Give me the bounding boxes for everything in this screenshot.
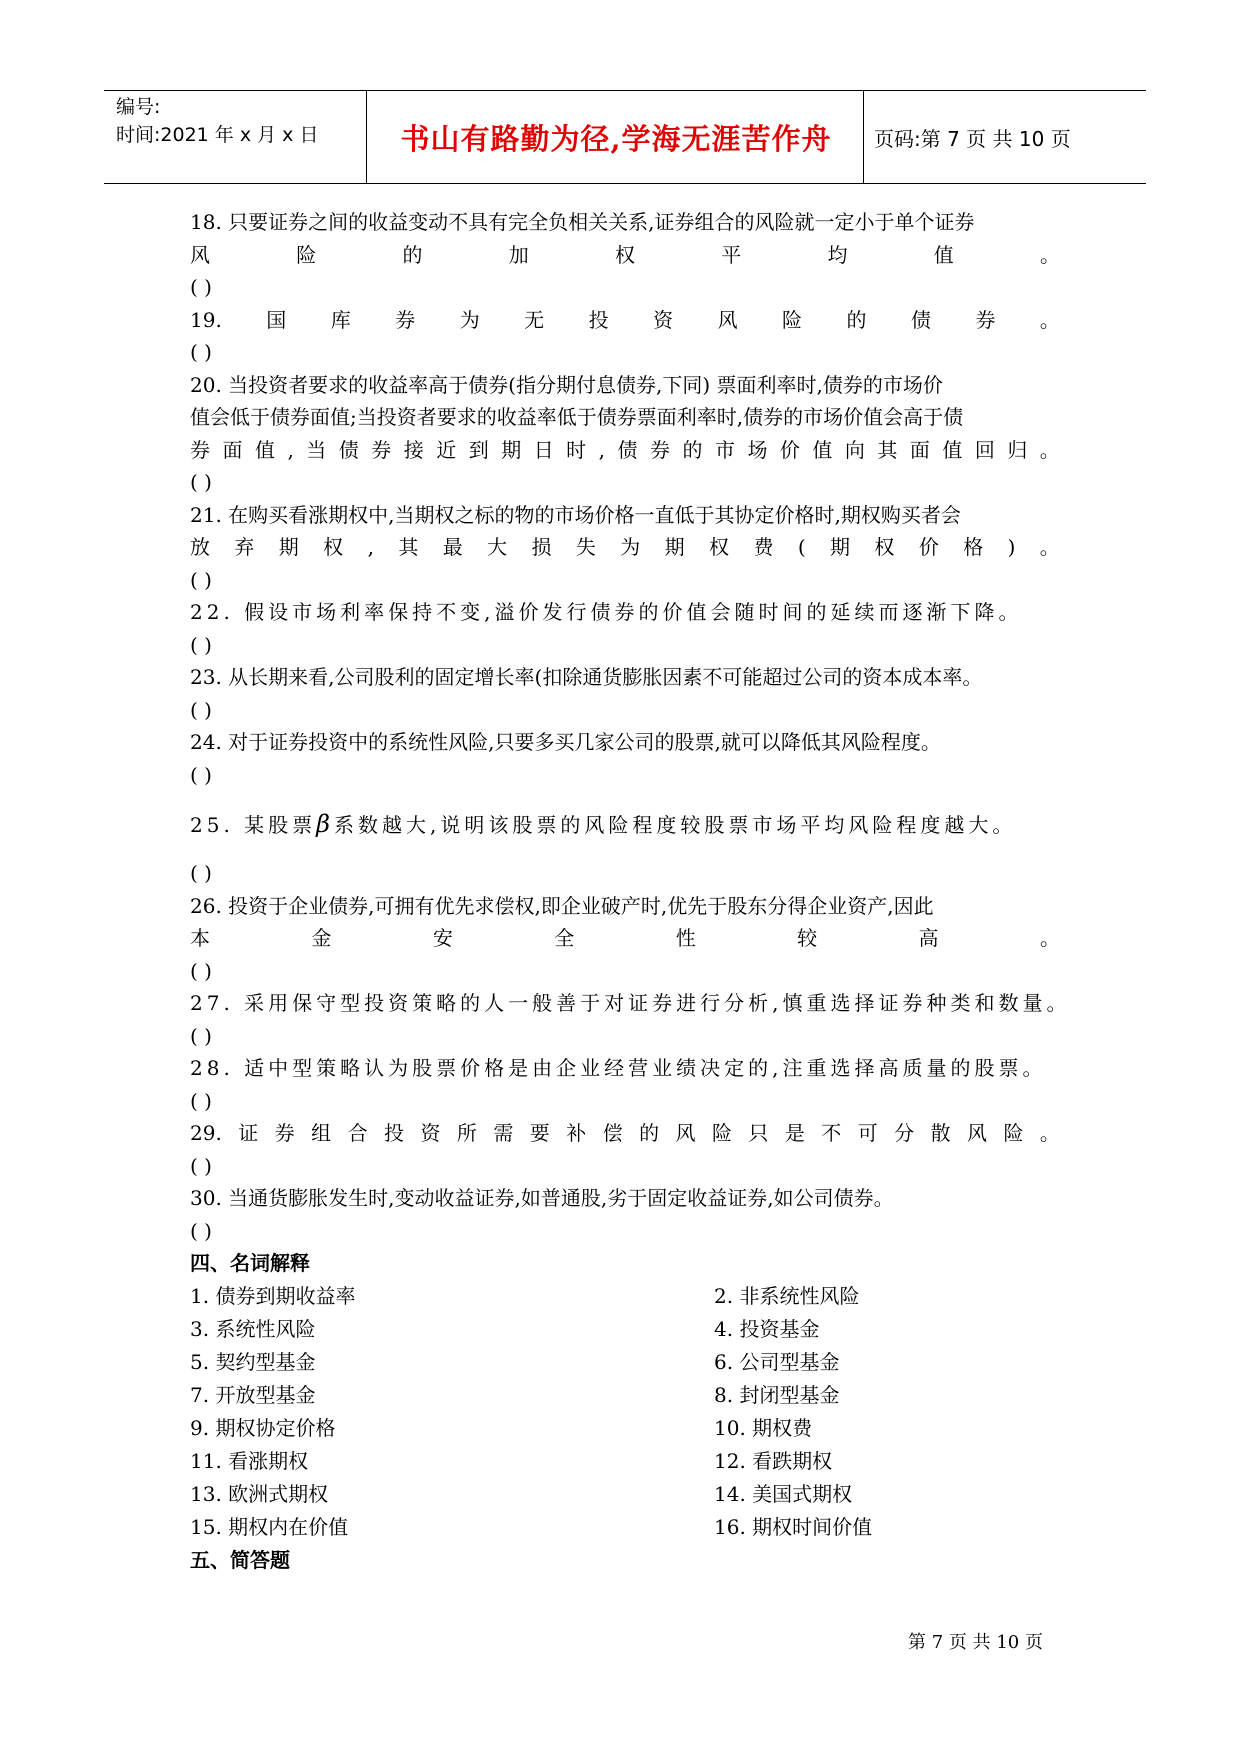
- q26-line2: [190, 922, 1060, 955]
- line-segment: 是: [784, 1121, 805, 1145]
- line-segment: 最: [442, 535, 463, 559]
- line-segment: 风: [967, 1121, 987, 1145]
- term-item: 4. 投资基金: [714, 1316, 820, 1341]
- term-list: [190, 1280, 1060, 1544]
- line-segment: 期: [501, 437, 522, 462]
- line-segment: 29.: [190, 1121, 222, 1145]
- line-segment: 价: [918, 535, 939, 559]
- section-four-title: 四、名词解释: [190, 1251, 310, 1275]
- line-segment: 面: [909, 437, 930, 462]
- line-segment: 为: [459, 307, 480, 332]
- header-meta: [116, 93, 366, 149]
- line-segment: 券: [395, 307, 416, 332]
- line-segment: 权: [615, 242, 635, 267]
- line-segment: 。: [1039, 1121, 1060, 1145]
- line-segment: 要: [529, 1121, 550, 1145]
- line-segment: 投: [384, 1121, 404, 1145]
- term-item: 3. 系统性风险: [190, 1316, 316, 1341]
- line-segment: 偿: [602, 1121, 623, 1145]
- section-five-title: 五、简答题: [190, 1547, 290, 1572]
- line-segment: 风: [717, 307, 738, 332]
- serial-label: 编号:: [116, 96, 161, 118]
- line-segment: 为: [620, 535, 641, 559]
- q20-line1: 20. 当投资者要求的收益率高于债券(指分期付息债券,下同) 票面利率时,债券的市场价: [190, 372, 943, 397]
- line-segment: 只: [748, 1121, 769, 1145]
- line-segment: 资: [653, 307, 674, 332]
- line-segment: 格: [963, 535, 984, 559]
- q30-line1: 30. 当通货膨胀发生时,变动收益证券,如普通股,劣于固定收益证券,如公司债券。: [190, 1186, 894, 1210]
- line-segment: 风: [190, 242, 210, 267]
- line-segment: 权: [709, 535, 730, 559]
- line-segment: 安: [432, 926, 453, 950]
- line-segment: 风: [675, 1121, 696, 1145]
- q27-answer: ( ): [190, 1023, 212, 1048]
- q28-answer: ( ): [190, 1088, 212, 1113]
- term-item: 15. 期权内在价值: [190, 1514, 349, 1539]
- line-segment: 市: [714, 437, 735, 462]
- line-segment: 期: [664, 535, 685, 559]
- q28-line1: 28. 适中型策略认为股票价格是由企业经营业绩决定的,注重选择高质量的股票。: [190, 1056, 1047, 1080]
- q25-prefix: 25. 某股票: [190, 813, 317, 837]
- line-segment: ,: [367, 535, 374, 559]
- term-item: 1. 债券到期收益率: [190, 1283, 356, 1308]
- line-segment: 金: [311, 926, 332, 950]
- line-segment: 券: [274, 1121, 295, 1145]
- q20-line2: 值会低于债券面值;当投资者要求的收益率低于债券票面利率时,债券的市场价值会高于债: [190, 405, 964, 429]
- term-item: 13. 欧洲式期权: [190, 1481, 329, 1506]
- term-item: 7. 开放型基金: [190, 1382, 316, 1407]
- line-segment: 损: [531, 535, 552, 559]
- term-item: 5. 契约型基金: [190, 1349, 316, 1374]
- line-segment: 放: [190, 535, 210, 559]
- line-segment: 到: [468, 437, 489, 462]
- q22-answer: ( ): [190, 632, 212, 657]
- line-segment: 券: [649, 437, 670, 462]
- line-segment: 值: [812, 437, 833, 462]
- line-segment: 大: [487, 535, 508, 559]
- q30-answer: ( ): [190, 1218, 212, 1243]
- q29-answer: ( ): [190, 1153, 212, 1178]
- line-segment: 费: [753, 535, 774, 559]
- q23-line1: 23. 从长期来看,公司股利的固定增长率(扣除通货膨胀因素不可能超过公司的资本成本率。: [190, 665, 983, 689]
- q21-line2: [190, 531, 1060, 564]
- term-item: 10. 期权费: [714, 1415, 813, 1440]
- line-segment: 需: [493, 1121, 514, 1145]
- line-segment: 。: [1039, 307, 1060, 332]
- header-divider: [863, 91, 864, 183]
- line-segment: 期: [278, 535, 299, 559]
- q19-line1: [190, 304, 1060, 337]
- term-item: 12. 看跌期权: [714, 1448, 833, 1473]
- q25-answer: ( ): [190, 861, 212, 885]
- time-label: 时间:2021 年 x 月 x 日: [116, 124, 319, 146]
- line-segment: 其: [398, 535, 419, 559]
- q18-answer: ( ): [190, 275, 212, 299]
- term-item: 2. 非系统性风险: [714, 1283, 860, 1308]
- line-segment: 资: [420, 1121, 441, 1145]
- line-segment: 所: [456, 1121, 477, 1145]
- page-header: [104, 90, 1146, 184]
- line-segment: 失: [575, 535, 596, 559]
- line-segment: 高: [918, 926, 939, 950]
- line-segment: 全: [554, 926, 575, 950]
- q18-line2: [190, 239, 1060, 272]
- line-segment: 弃: [234, 535, 255, 559]
- line-segment: 险: [1003, 1121, 1024, 1145]
- line-segment: 。: [1039, 926, 1060, 950]
- term-item: 16. 期权时间价值: [714, 1514, 873, 1539]
- q26-answer: ( ): [190, 958, 212, 983]
- line-segment: 向: [844, 437, 865, 462]
- line-segment: 补: [566, 1121, 587, 1145]
- q24-line1: 24. 对于证券投资中的系统性风险,只要多买几家公司的股票,就可以降低其风险程度。: [190, 730, 941, 754]
- line-segment: 均: [827, 242, 848, 267]
- line-segment: 证: [238, 1121, 259, 1145]
- line-segment: 可: [857, 1121, 878, 1145]
- line-segment: 国: [266, 307, 287, 332]
- line-segment: 当: [306, 437, 327, 462]
- line-segment: 权: [323, 535, 344, 559]
- line-segment: 不: [821, 1121, 842, 1145]
- line-segment: 值: [254, 437, 275, 462]
- line-segment: 场: [747, 437, 768, 462]
- line-segment: 其: [877, 437, 898, 462]
- q24-answer: ( ): [190, 762, 212, 787]
- line-segment: 券: [190, 437, 210, 462]
- q27-line1: 27. 采用保守型投资策略的人一般善于对证券进行分析,慎重选择证券种类和数量。: [190, 991, 1071, 1015]
- line-segment: 的: [402, 242, 423, 267]
- q26-line1: 26. 投资于企业债券,可拥有优先求偿权,即企业破产时,优先于股东分得企业资产,因此: [190, 893, 934, 918]
- q21-answer: ( ): [190, 567, 212, 592]
- term-item: 8. 封闭型基金: [714, 1382, 840, 1407]
- term-item: 9. 期权协定价格: [190, 1415, 336, 1440]
- q25-suffix: 系数越大,说明该股票的风险程度较股票市场平均风险程度越大。: [334, 813, 1017, 837]
- q25-line1: [190, 791, 1060, 857]
- line-segment: ): [1007, 535, 1016, 559]
- line-segment: 性: [675, 926, 696, 950]
- q19-answer: ( ): [190, 340, 212, 364]
- line-segment: 价: [779, 437, 800, 462]
- q18-line1: 18. 只要证券之间的收益变动不具有完全负相关关系,证券组合的风险就一定小于单个证券: [190, 210, 975, 234]
- line-segment: 分: [894, 1121, 915, 1145]
- line-segment: 债: [617, 437, 638, 462]
- line-segment: 的: [846, 307, 867, 332]
- header-page-info: 页码:第 7 页 共 10 页: [874, 126, 1071, 151]
- line-segment: (: [797, 535, 806, 559]
- q21-line1: 21. 在购买看涨期权中,当期权之标的物的市场价格一直低于其协定价格时,期权购买者会: [190, 502, 961, 527]
- line-segment: 接: [403, 437, 424, 462]
- line-segment: 权: [874, 535, 895, 559]
- line-segment: ,: [287, 437, 294, 462]
- line-segment: 债: [910, 307, 931, 332]
- line-segment: 归: [1007, 437, 1028, 462]
- line-segment: 券: [975, 307, 996, 332]
- line-segment: 平: [721, 242, 742, 267]
- term-item: 14. 美国式期权: [714, 1481, 853, 1506]
- q22-line1: 22. 假设市场利率保持不变,溢价发行债券的价值会随时间的延续而逐渐下降。: [190, 600, 1023, 624]
- line-segment: 19.: [190, 307, 222, 332]
- header-motto: 书山有路勤为径,学海无涯苦作舟: [400, 121, 832, 156]
- line-segment: 回: [974, 437, 995, 462]
- line-segment: 券: [371, 437, 392, 462]
- line-segment: 较: [797, 926, 818, 950]
- page-footer: 第 7 页 共 10 页: [908, 1632, 1043, 1653]
- line-segment: ,: [598, 437, 606, 462]
- term-item: 6. 公司型基金: [714, 1349, 840, 1374]
- line-segment: 险: [711, 1121, 732, 1145]
- q29-line1: [190, 1117, 1060, 1150]
- line-segment: 。: [1040, 242, 1060, 267]
- line-segment: 散: [930, 1121, 951, 1145]
- line-segment: 组: [311, 1121, 332, 1145]
- line-segment: 面: [222, 437, 243, 462]
- line-segment: 。: [1039, 437, 1060, 462]
- line-segment: 时: [566, 437, 587, 462]
- line-segment: 无: [524, 307, 545, 332]
- line-segment: 的: [682, 437, 703, 462]
- line-segment: 值: [942, 437, 963, 462]
- line-segment: 险: [296, 242, 317, 267]
- line-segment: 本: [190, 926, 210, 950]
- line-segment: 日: [533, 437, 554, 462]
- term-item: 11. 看涨期权: [190, 1448, 309, 1473]
- line-segment: 的: [639, 1121, 660, 1145]
- line-segment: 投: [588, 307, 609, 332]
- line-segment: 期: [830, 535, 851, 559]
- line-segment: 债: [338, 437, 359, 462]
- line-segment: 近: [436, 437, 457, 462]
- beta-symbol: β: [316, 810, 335, 838]
- q23-answer: ( ): [190, 697, 212, 722]
- line-segment: 合: [347, 1121, 368, 1145]
- line-segment: 险: [782, 307, 803, 332]
- q20-line3: [190, 434, 1060, 467]
- line-segment: 加: [508, 242, 529, 267]
- header-divider: [366, 91, 367, 183]
- line-segment: 库: [330, 307, 351, 332]
- line-segment: 值: [933, 242, 954, 267]
- line-segment: 。: [1039, 535, 1060, 559]
- question-list: [190, 206, 1071, 1576]
- q20-answer: ( ): [190, 470, 212, 494]
